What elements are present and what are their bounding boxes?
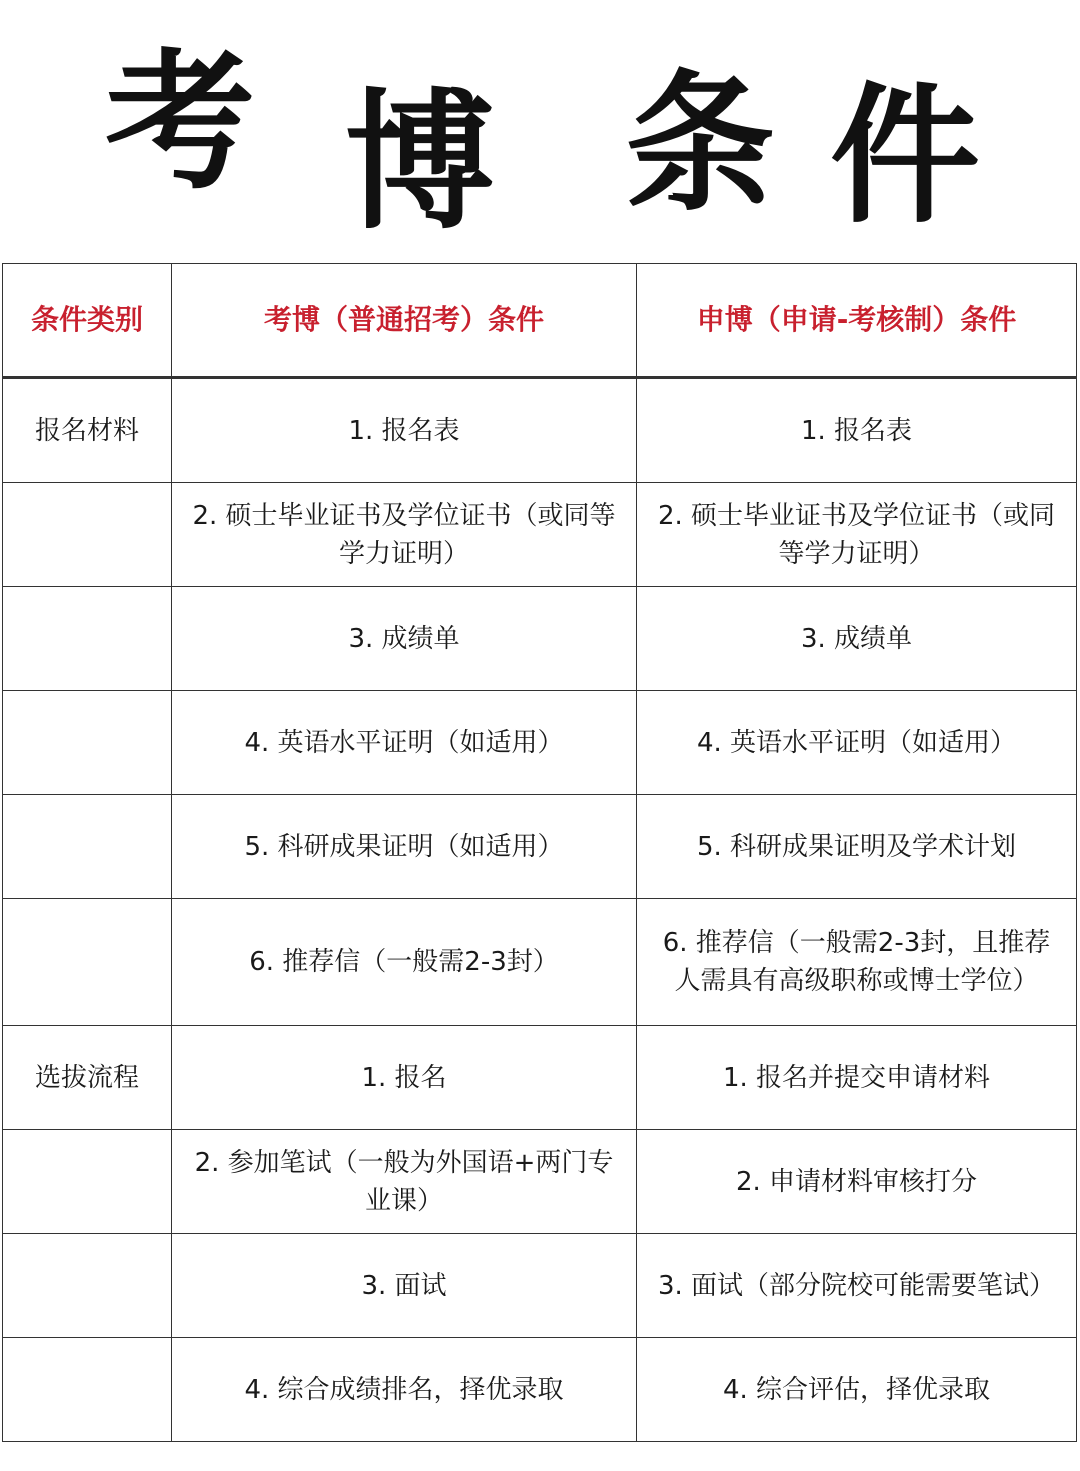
kaobo-cell: 3. 面试 [172,1234,637,1338]
title-char-2: 博 [345,76,496,250]
shenbo-cell: 3. 面试（部分院校可能需要笔试） [637,1234,1077,1338]
kaobo-cell: 4. 综合成绩排名，择优录取 [172,1338,637,1442]
shenbo-cell: 3. 成绩单 [637,587,1077,691]
header-category: 条件类别 [3,264,172,378]
kaobo-cell: 1. 报名 [172,1026,637,1130]
category-cell [3,1234,172,1338]
kaobo-cell: 1. 报名表 [172,378,637,483]
table-row [3,587,1077,691]
shenbo-cell: 1. 报名表 [637,378,1077,483]
category-cell [3,899,172,1026]
kaobo-cell: 4. 英语水平证明（如适用） [172,691,637,795]
table-row [3,1130,1077,1234]
title-char-4: 件 [830,70,981,244]
category-cell [3,483,172,587]
header-kaobo: 考博（普通招考）条件 [172,264,637,378]
title-char-1: 考 [105,36,256,210]
comparison-table [2,263,1077,1442]
shenbo-cell: 2. 申请材料审核打分 [637,1130,1077,1234]
category-cell [3,1338,172,1442]
kaobo-cell: 6. 推荐信（一般需2-3封） [172,899,637,1026]
table-row [3,899,1077,1026]
table-row [3,1338,1077,1442]
table-header-row [3,264,1077,378]
table-row [3,1026,1077,1130]
category-cell: 选拔流程 [3,1026,172,1130]
kaobo-cell: 5. 科研成果证明（如适用） [172,795,637,899]
table-row [3,795,1077,899]
page-title [0,0,1080,262]
shenbo-cell: 4. 英语水平证明（如适用） [637,691,1077,795]
shenbo-cell: 1. 报名并提交申请材料 [637,1026,1077,1130]
category-cell [3,1130,172,1234]
kaobo-cell: 2. 硕士毕业证书及学位证书（或同等学力证明） [172,483,637,587]
shenbo-cell: 5. 科研成果证明及学术计划 [637,795,1077,899]
table-row [3,1234,1077,1338]
kaobo-cell: 2. 参加笔试（一般为外国语+两门专业课） [172,1130,637,1234]
shenbo-cell: 6. 推荐信（一般需2-3封，且推荐人需具有高级职称或博士学位） [637,899,1077,1026]
shenbo-cell: 2. 硕士毕业证书及学位证书（或同等学力证明） [637,483,1077,587]
category-cell [3,587,172,691]
category-cell [3,691,172,795]
kaobo-cell: 3. 成绩单 [172,587,637,691]
header-shenbo: 申博（申请-考核制）条件 [637,264,1077,378]
shenbo-cell: 4. 综合评估，择优录取 [637,1338,1077,1442]
table-row [3,483,1077,587]
title-char-3: 条 [625,58,776,232]
table-row [3,378,1077,483]
category-cell: 报名材料 [3,378,172,483]
category-cell [3,795,172,899]
table-row [3,691,1077,795]
